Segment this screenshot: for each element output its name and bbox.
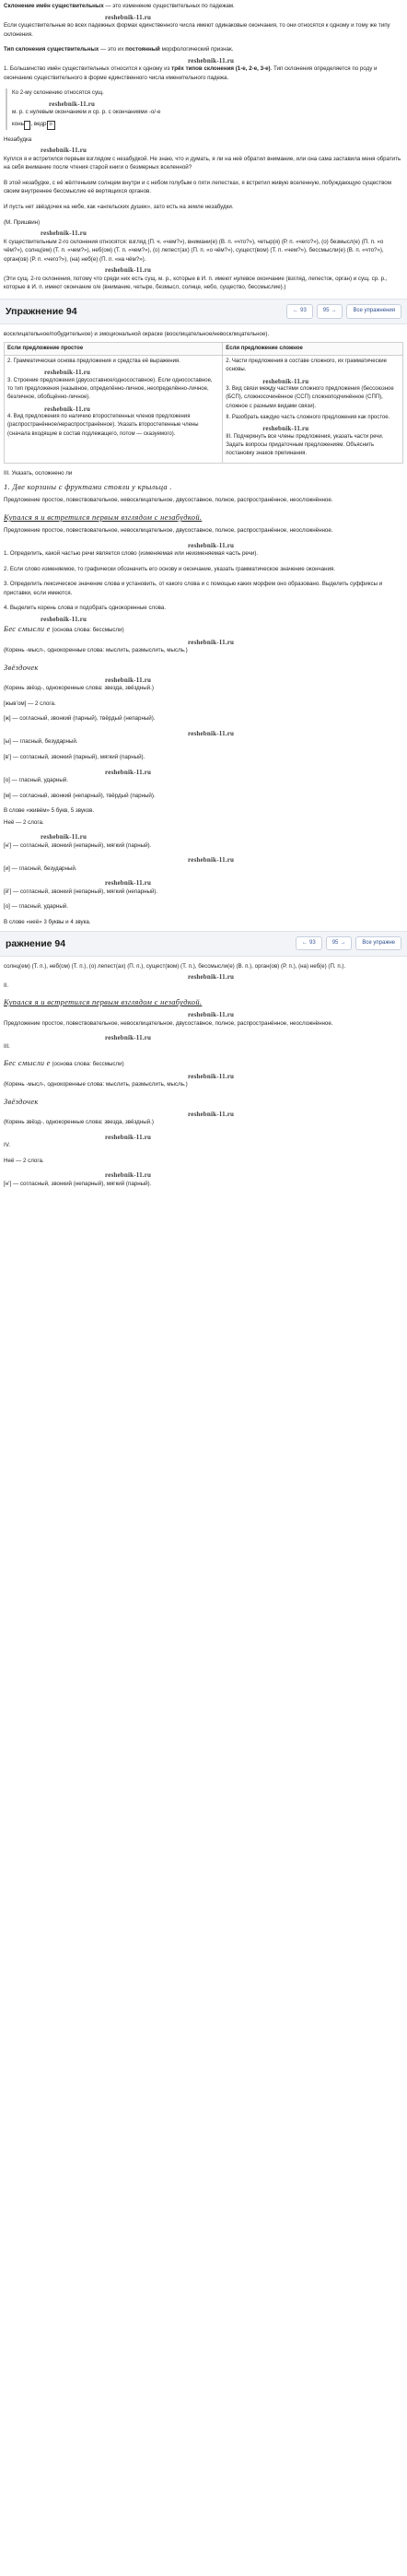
watermark: reshebnik-11.ru (41, 229, 87, 238)
rule-example (6, 88, 403, 129)
watermark: reshebnik-11.ru (105, 768, 152, 776)
root-line: (Корень -мысл-, однокоренные слова: мыслить, размыслить, мысль.) (4, 646, 188, 653)
step-line: 3. Определить лексическое значение слова и установить, от какого слова и с помощью каких морфем оно образовано. Выделить суффиксы и приставки, если имеются. (4, 581, 383, 596)
table-cell: III. Подчеркнуть все члены предложения, указать части речи. Задать вопросы придаточным предложениям. Объяснить постановку знаков препинания. (226, 433, 384, 457)
watermark: reshebnik-11.ru (188, 1072, 235, 1080)
phonetic-line: [й’] — согласный, звонкий (непарный), мягкий (непарный). (4, 888, 158, 895)
phonetic-line: В слове «живём» 5 букв, 5 звуков. (4, 807, 95, 815)
watermark: reshebnik-11.ru (262, 425, 309, 433)
watermark: reshebnik-11.ru (49, 100, 96, 109)
text-p4: К существительным 2-го склонения относятся: взгляд (П. ч. «чем?»), внимани(е) (В. п. «что?»), четыр(я) (Р. п. «чего?»), (о) безмысл(е) (П. п. «о чём?»), солнц(ем) (Т. п. «чем?»), неб(ом) (Т. п. «чем?»), (о) лепест(ах) (П. п. «о чём?»), сущест(вом) (Т. п. «чем?»), бессмысли(е) (В. п. «что?»), орган(ов) (Р. п. «чего?»), (на) неб(е) (П. п. «на чём?»). (4, 238, 384, 263)
root-line: (Корень -мысл-, однокоренные слова: мыслить, размыслить, мысль.) (4, 1080, 188, 1088)
table-cell: 3. Вид связи между частями сложного предложения (бессоюзное (БСП), сложносочинённое (ССП) сложноподчинённое (СПП), сложное с разными видами связи). (226, 385, 394, 409)
watermark: reshebnik-11.ru (188, 638, 235, 646)
phonetic-line: [ж] — согласный, звонкий (парный), твёрдый (непарный). (4, 715, 156, 723)
root-line: (Корень звёзд-, однокоренные слова: звезда, звёздный.) (4, 685, 154, 692)
watermark: reshebnik-11.ru (105, 266, 152, 275)
table-top-note: восклицательное/побудительное) и эмоциональной окраске (восклицательное/невосклицательное). (4, 331, 270, 338)
theory-p1: Склонение имён существительных — это изменение существительных по падежам. (4, 3, 235, 9)
watermark: reshebnik-11.ru (188, 56, 235, 65)
exercise-header-repeat (0, 931, 407, 957)
phonetic-line: [н’] — согласный, звонкий (непарный), мягкий (парный). (4, 1180, 152, 1187)
phonetic-line: [и] — гласный, безударный. (4, 865, 77, 872)
example-line: м. р. с нулевым окончанием и ср. р. с окончаниями -о/-е (12, 109, 161, 116)
handwritten-sentence: Купался я и встретился первым взглядом с незабудкой. (4, 997, 203, 1007)
table-cell: II. Разобрать каждую часть сложного предложения как простое. (226, 414, 390, 420)
example-words: конь , ведр о (12, 120, 403, 130)
watermark: reshebnik-11.ru (41, 147, 87, 155)
phonetic-line: [н’] — согласный, звонкий (непарный), мягкий (парный). (4, 841, 152, 849)
theory-p4: 1. Большинство имён существительных относится к одному из трёх типов склонения (1-е, 2-е, 3-е). Тип склонения определяется по роду и окончанию существительного в форме единственного числа именительного падежа. (4, 65, 378, 81)
handwritten-word: Звёздочек (4, 1096, 39, 1106)
phonetic-line: [о] — гласный, ударный. (4, 903, 68, 911)
watermark: reshebnik-11.ru (188, 856, 235, 865)
morph-line: Бес смысли е (основа слова: бессмысли) (4, 1058, 124, 1068)
watermark: reshebnik-11.ru (105, 1133, 152, 1141)
arrow-right-icon: → (340, 939, 346, 946)
watermark: reshebnik-11.ru (41, 833, 87, 841)
analysis-line: Предложение простое, повествовательное, невосклицательное, двусоставное, полное, распространённое, неосложнённое. (4, 1019, 333, 1027)
phonetic-line: [о] — гласный, ударный. (4, 776, 68, 783)
morph-line: Бес смысли е (основа слова: бессмысли) (4, 624, 124, 634)
arrow-right-icon: → (331, 308, 337, 314)
table-head-left: Если предложение простое (5, 342, 223, 355)
phonetic-line: [в’] — согласный, звонкий (парный), мягкий (парный). (4, 753, 145, 760)
second-p1: солнц(ем) (Т. п.), неб(ом) (Т. п.), (о) лепест(ах) (П. п.), сущест(вом) (Т. п.), бессмысли(е) (В. п.), орган(ов) (Р. п.), (на) неб(е) (П. п.). (4, 962, 346, 970)
text-p1: Куплся я и встретился первым взглядом с незабудкой. Не знаю, что и думать, я ли на неё обратил внимание, или она сама заставила меня обратить на себя внимание после чтения старой книги о безмерных вселенной? (4, 155, 401, 171)
text-p5: (Эти сущ. 2-го склонения, потому что среди них есть сущ. м. р., которые в И. п. имеют нулевое окончание (взгляд, лепесток, орган) и сущ. ср. р., которые в И. п. имеют окончание о/е (внимание, четыре, безмысл, солнце, небо, существо, бессмыслие).) (4, 275, 388, 291)
handwritten-sentence: 1. Две корзины с фруктами стояли у крыльца . (4, 482, 172, 492)
watermark: reshebnik-11.ru (188, 541, 235, 549)
watermark: reshebnik-11.ru (188, 973, 235, 982)
arrow-left-icon: ← (293, 308, 299, 314)
table-row (5, 342, 403, 355)
handwritten-sentence: Купался я и встретился первым взглядом с незабудкой. (4, 512, 203, 522)
table-l4: III. Указать, осложнено ли (4, 470, 73, 477)
phonetic-line: [м] — согласный, звонкий (непарный), твёрдый (парный). (4, 792, 156, 799)
prev-button[interactable]: ← 93 (286, 304, 313, 318)
step-line: 1. Определить, какой частью речи является слово (изменяемая или неизменяемая часть речи). (4, 549, 259, 557)
roman-numeral: IV. (4, 1142, 10, 1149)
step-line: 4. Выделить корень слова и подобрать однокоренные слова. (4, 605, 167, 612)
table-head-right: Если предложение сложное (223, 342, 403, 355)
all-exercises-button[interactable]: Все упражнения (346, 304, 401, 318)
watermark: reshebnik-11.ru (44, 405, 91, 413)
table-cell: 3. Строение предложения (двусоставное/односоставное). Если односоставное, то тип предложения (назывное, определённо-личное, неопределённо-личное, безличное, обобщённо-личное). (7, 377, 213, 401)
watermark: reshebnik-11.ru (105, 676, 152, 684)
step-line: 2. Если слово изменяемое, то графически обозначить его основу и окончание, указать грамматическое значение окончания. (4, 565, 336, 572)
arrow-left-icon: ← (302, 939, 308, 946)
table-cell: 2. Части предложения в составе сложного, их грамматические основы. (226, 358, 387, 373)
watermark: reshebnik-11.ru (262, 377, 309, 385)
table-row (5, 355, 403, 463)
text-p2: В этой незабудке, с её жёлтеньким солнцем внутри и с небом голубым о пяти лепестках, я встретил живую вселенную, побуждающую существом своим внутреннее бессмыслие её вертящихся органов. (4, 179, 392, 195)
next-button[interactable]: 95 → (326, 936, 353, 950)
prev-button[interactable]: ← 93 (296, 936, 322, 950)
exercise-header (0, 299, 407, 324)
parsing-table (4, 342, 403, 465)
watermark: reshebnik-11.ru (105, 1171, 152, 1180)
roman-numeral: II. (4, 982, 9, 989)
text-p3: И пусть нет звёздочек на небе, как «ангельских душек», зато есть на земле незабудки. (4, 204, 234, 211)
watermark: reshebnik-11.ru (105, 1034, 152, 1042)
analysis-line: Предложение простое, повествовательное, невосклицательное, двусоставное, полное, распространённое, неосложнённое. (4, 497, 333, 504)
text-author: (М. Пришвин) (4, 218, 41, 226)
example-line: Ко 2-му склонению относятся сущ. (12, 89, 104, 97)
all-exercises-button[interactable]: Все упражне (355, 936, 401, 950)
next-button[interactable]: 95 → (317, 304, 343, 318)
watermark: reshebnik-11.ru (44, 369, 91, 377)
handwritten-word: Звёздочек (4, 662, 39, 672)
phonetic-line: [жыв’ом] — 2 слога. (4, 700, 56, 707)
table-cell: 4. Вид предложения по наличию второстепенных членов предложения (распространённое/нераспространённое). Указать второстепенные члены (сначала входящие в состав подлежащего, потом — сказуемого). (7, 413, 199, 437)
analysis-line: Предложение простое, повествовательное, невосклицательное, двусоставное, полное, распространённое, неосложнённое. (4, 526, 333, 534)
table-cell: 2. Грамматическая основа предложения и средства её выражения. (7, 358, 180, 364)
watermark: reshebnik-11.ru (188, 1110, 235, 1118)
exercise-title: Упражнение 94 (6, 305, 77, 317)
theory-p3: Тип склонения существительных — это их постоянный морфологический признак. (4, 46, 234, 53)
phonetic-line: Неё — 2 слога. (4, 818, 44, 826)
roman-numeral: III. (4, 1042, 10, 1050)
watermark: reshebnik-11.ru (105, 879, 152, 888)
watermark: reshebnik-11.ru (188, 729, 235, 737)
root-line: (Корень звёзд-, однокоренные слова: звезда, звёздный.) (4, 1119, 154, 1126)
text-title: Незабудка (4, 135, 32, 143)
phonetic-line: В слове «неё» 3 буквы и 4 звука. (4, 919, 91, 926)
exercise-title: ражнение 94 (6, 937, 66, 949)
page-content (0, 0, 407, 1191)
phonetic-line: [ы] — гласный, безударный. (4, 738, 78, 746)
watermark: reshebnik-11.ru (188, 1011, 235, 1019)
watermark: reshebnik-11.ru (41, 616, 87, 624)
watermark: reshebnik-11.ru (105, 13, 152, 21)
phonetic-line: Неё — 2 слога. (4, 1157, 44, 1164)
theory-p2: Если существительные во всех падежных формах единственного числа имеют одинаковые окончания, то они относятся к одному и тому же типу склонения. (4, 22, 390, 38)
